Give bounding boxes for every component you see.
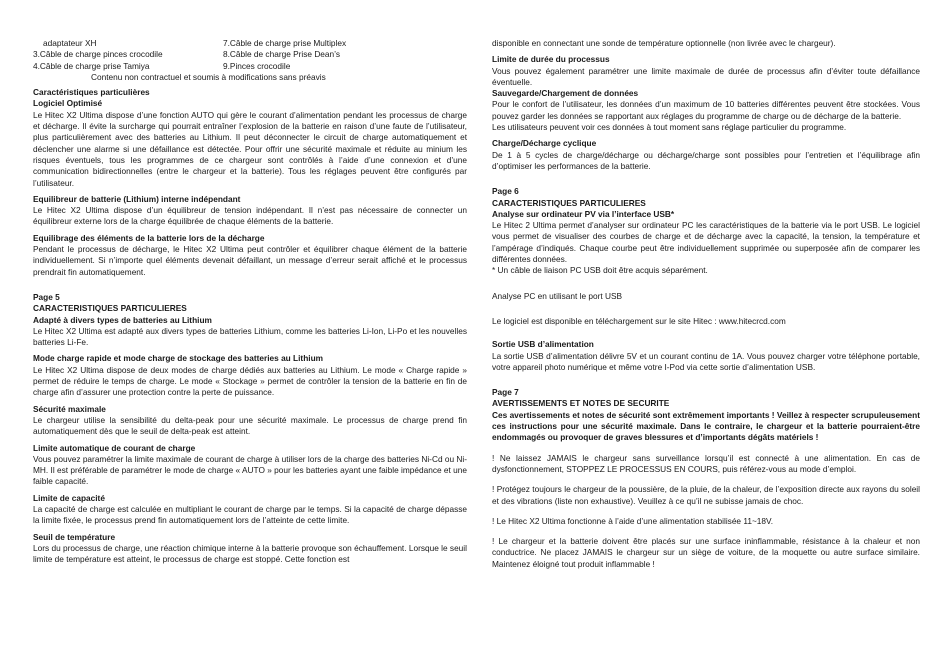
section-heading: Limite automatique de courant de charge [33,442,196,453]
paragraph: Le chargeur utilise la sensibilité du delta-peak pour une sécurité maximale. Le processus de charge prend fin automatiquement dès que le seuil de delta-peak est atteint. [33,414,467,437]
warning-item: ! Ne laissez JAMAIS le chargeur sans surveillance lorsqu’il est connecté à une alimentation. En cas de dysfonctionnement, STOPPEZ LE PROCESSUS EN COURS, puis référez-vous au mode d’emploi. [492,452,920,474]
page-number: Page 7 [492,387,519,398]
section-heading: Limite de capacité [33,492,105,503]
list-item: 8.Câble de charge Prise Dean’s [223,49,340,60]
paragraph: De 1 à 5 cycles de charge/décharge ou décharge/charge sont possibles pour l’entretien et l’équilibrage afin d’optimiser les performances de la batterie. [492,149,920,171]
list-item: 7.Câble de charge prise Multiplex [223,38,347,48]
section-heading: Equilibreur de batterie (Lithium) interne indépendant [33,193,241,204]
paragraph: Le Hitec X2 Ultima dispose d’une fonction AUTO qui gère le courant d’alimentation pendant les processus de charge et décharge. Il évite la surcharge qui pourrait entraîner l’explosion de la batterie en raison d’une faute de l’utilisateur, plus particulièrement avec des batteries au Lithium. Il peut déconnecter le circuit de charge automatiquement et déclencher une alarme si une défaillance est détectée. Pour offrir une sécurité maximale et réduite au minium les risques éventuels, tous les programmes de ce chargeur sont contrôlés à l’aide d’une connexion et d’une communication bidirectionnelles (entre le chargeur et la batterie). Tous les réglages peuvent être configurés par l’utilisateur. [33,109,467,188]
section-heading: Limite de durée du processus [492,54,610,65]
paragraph: Le logiciel est disponible en téléchargement sur le site Hitec : www.hitecrcd.com [492,315,786,326]
paragraph: Lors du processus de charge, une réaction chimique interne à la batterie provoque son échauffement. Lorsque le seuil limite de température est atteint, le processus de charge est stoppé. Cette fonction est [33,542,467,565]
footnote: * Un câble de liaison PC USB doit être acquis séparément. [492,265,708,276]
paragraph: disponible en connectant une sonde de température optionnelle (non livrée avec le chargeur). [492,38,836,48]
paragraph: Analyse PC en utilisant le port USB [492,290,623,301]
paragraph: Vous pouvez également paramétrer une limite maximale de durée de processus afin d’éviter toute défaillance éventuelle. [492,65,920,87]
page-title: AVERTISSEMENTS ET NOTES DE SECURITE [492,398,670,409]
section-heading: Analyse sur ordinateur PV via l’interface USB* [492,208,675,219]
paragraph: Le Hitec X2 Ultima dispose de deux modes de charge dédiés aux batteries au Lithium. Le mode « Charge rapide » permet de réduire le temps de charge. Le mode « Stockage » permet de contrôler la tension de la batterie en fin de charge afin d’assurer une protection contre la perte de puissance. [33,364,467,398]
section-heading: Sortie USB d’alimentation [492,339,594,350]
paragraph: Le Hitec X2 Ultima est adapté aux divers types de batteries Lithium, comme les batteries Li-Ion, Li-Po et les nouvelles batteries Li-Fe. [33,325,467,348]
list-item: 9.Pinces crocodile [223,60,291,71]
paragraph: Le Hitec X2 Ultima dispose d’un équilibreur de tension indépendant. Il n’est pas nécessaire de connecter un équilibreur externe lors de la charge équilibrée de chaque éléments de la batterie. [33,205,467,227]
warning-item: ! Le chargeur et la batterie doivent être placés sur une surface ininflammable, résistance à la chaleur et non conductrice. Ne placez JAMAIS le chargeur sur un siège de voiture, de la moquette ou autre surface similaire. Maintenez éloigné tout produit inflammable ! [492,536,920,569]
paragraph: La capacité de charge est calculée en multipliant le courant de charge par le temps. Si la capacité de charge dépasse la limite fixée, le processus prend fin automatiquement lors de l’atteinte de cette limite. [33,503,467,526]
paragraph: Pendant le processus de décharge, le Hitec X2 Ultima peut contrôler et équilibrer chaque élément de la batterie individuellement. Si n’importe quel éléments devenait défaillant, un message d’erreur serait affiché et le processus prendrait fin automatiquement. [33,244,467,277]
page-title: CARACTERISTIQUES PARTICULIERES [33,303,187,314]
page-number: Page 6 [492,186,519,197]
list-item: 4.Câble de charge prise Tamiya [33,60,150,71]
paragraph: Pour le confort de l’utilisateur, les données d’un maximum de 10 batteries différentes peuvent être stockées. Vous pouvez garder les données se rapportant aux réglages du programme de charge ou de décharge de la batterie. [492,99,920,121]
section-heading: Sécurité maximale [33,403,106,414]
warning-item: ! Le Hitec X2 Ultima fonctionne à l’aide d’une alimentation stabilisée 11~18V. [492,515,774,526]
accessory-list [33,38,467,72]
list-note: Contenu non contractuel et soumis à modifications sans préavis [91,71,326,82]
paragraph: Le Hitec 2 Ultima permet d’analyser sur ordinateur PC les caractéristiques de la batterie via le port USB. Le logiciel vous permet de visualiser des courbes de charge et de décharge avec la capacité, la tension, la température et l’ampérage d’indiqués. Chaque courbe peut être individuellement supprimée ou superposée afin de comparer les différentes données. [492,220,920,265]
section-heading: Charge/Décharge cyclique [492,138,597,149]
section-heading: Seuil de température [33,531,116,542]
warning-intro: Ces avertissements et notes de sécurité sont extrêmement importants ! Veillez à respecter scrupuleusement ces instructions pour une sécurité maximale. Dans le contraire, le chargeur et la batterie pourraient-être endommagés ou provoquer de graves blessures et d’importants dégâts matériels ! [492,409,920,443]
section-heading: Equilibrage des éléments de la batterie lors de la décharge [33,232,265,243]
section-heading: Adapté à divers types de batteries au Lithium [33,314,212,325]
paragraph: Les utilisateurs peuvent voir ces données à tout moment sans réglage particulier du programme. [492,122,847,133]
page-number: Page 5 [33,291,60,302]
paragraph: Vous pouvez paramétrer la limite maximale de courant de charge à utiliser lors de la charge des batteries Ni-Cd ou Ni-MH. Il est préférable de paramétrer le mode de charge « AUTO » pour les batteries ayant une faible impédance et une faible capacité. [33,453,467,487]
list-item: 3.Câble de charge pinces crocodile [33,49,163,60]
paragraph: La sortie USB d’alimentation délivre 5V et un courant continu de 1A. Vous pouvez charger votre téléphone portable, votre appareil photo numérique et même votre I-Pod via cette sortie d’alimentation USB. [492,350,920,372]
left-column [33,38,467,565]
section-subheading: Logiciel Optimisé [33,98,103,109]
page-title: CARACTERISTIQUES PARTICULIERES [492,197,646,208]
warning-item: ! Protégez toujours le chargeur de la poussière, de la pluie, de la chaleur, de l’exposition directe aux rayons du soleil et des vibrations (liste non exhaustive). Veuillez à ce qu’il ne subisse jamais de choc. [492,484,920,506]
list-item: adaptateur XH [43,38,97,48]
section-heading: Caractéristiques particulières [33,87,150,98]
right-column [492,38,920,570]
section-heading: Sauvegarde/Chargement de données [492,88,639,99]
section-heading: Mode charge rapide et mode charge de stockage des batteries au Lithium [33,353,324,364]
